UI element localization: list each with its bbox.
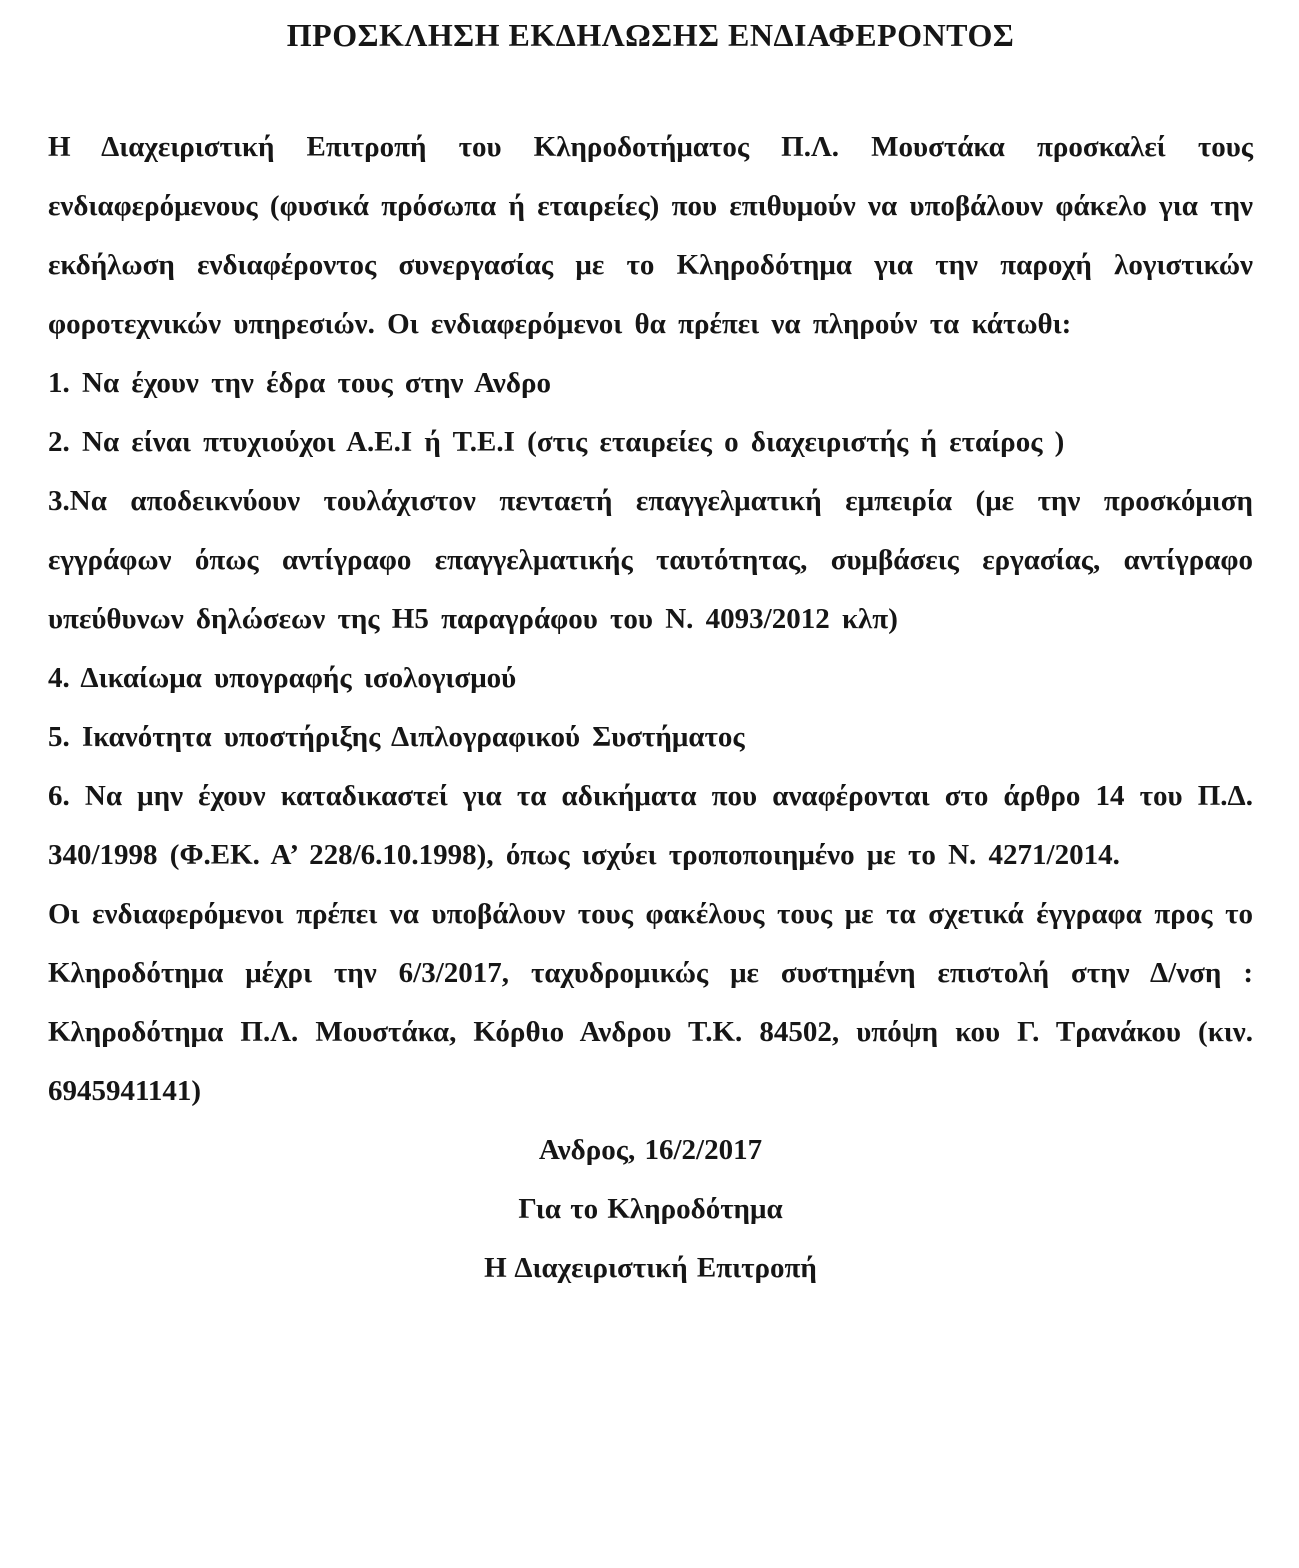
closing-on-behalf: Για το Κληροδότημα xyxy=(518,1193,783,1225)
closing-place-date: Ανδρος, 16/2/2017 xyxy=(538,1134,763,1166)
requirement-item-3: 3.Να αποδεικνύουν τουλάχιστον πενταετή επαγγελματική εμπειρία (με την προσκόμιση εγγράφων όπως αντίγραφο επαγγελματικής ταυτότητας, συμβάσεις εργασίας, αντίγραφο υπεύθυνων δηλώσεων της Η5 παραγράφου του Ν. 4093/2012 κλπ) xyxy=(48,485,1253,635)
intro-paragraph: Η Διαχειριστική Επιτροπή του Κληροδοτήματος Π.Λ. Μουστάκα προσκαλεί τους ενδιαφερόμενους (φυσικά πρόσωπα ή εταιρείες) που επιθυμούν να υποβάλουν φάκελο για την εκδήλωση ενδιαφέροντος συνεργασίας με το Κληροδότημα για την παροχή λογιστικών φοροτεχνικών υπηρεσιών. Οι ενδιαφερόμενοι θα πρέπει να πληρούν τα κάτωθι: xyxy=(48,131,1253,340)
requirement-item-1: 1. Να έχουν την έδρα τους στην Ανδρο xyxy=(48,367,551,399)
document-title: ΠΡΟΣΚΛΗΣΗ ΕΚΔΗΛΩΣΗΣ ΕΝΔΙΑΦΕΡΟΝΤΟΣ xyxy=(286,17,1015,53)
requirement-item-5: 5. Ικανότητα υποστήριξης Διπλογραφικού Συστήματος xyxy=(48,721,745,753)
submission-paragraph: Οι ενδιαφερόμενοι πρέπει να υποβάλουν τους φακέλους τους με τα σχετικά έγγραφα προς το Κληροδότημα μέχρι την 6/3/2017, ταχυδρομικώς με συστημένη επιστολή στην Δ/νση : Κληροδότημα Π.Λ. Μουστάκα, Κόρθιο Ανδρου Τ.Κ. 84502, υπόψη κου Γ. Τρανάκου (κιν. 6945941141) xyxy=(48,898,1253,1107)
requirement-item-2: 2. Να είναι πτυχιούχοι Α.Ε.Ι ή Τ.Ε.Ι (στις εταιρείες ο διαχειριστής ή εταίρος ) xyxy=(48,426,1065,458)
requirement-item-4: 4. Δικαίωμα υπογραφής ισολογισμού xyxy=(48,662,517,694)
closing-committee: Η Διαχειριστική Επιτροπή xyxy=(484,1252,817,1284)
requirement-item-6: 6. Να μην έχουν καταδικαστεί για τα αδικήματα που αναφέρονται στο άρθρο 14 του Π.Δ. 340/1998 (Φ.ΕΚ. Α’ 228/6.10.1998), όπως ισχύει τροποποιημένο με το Ν. 4271/2014. xyxy=(48,780,1253,871)
